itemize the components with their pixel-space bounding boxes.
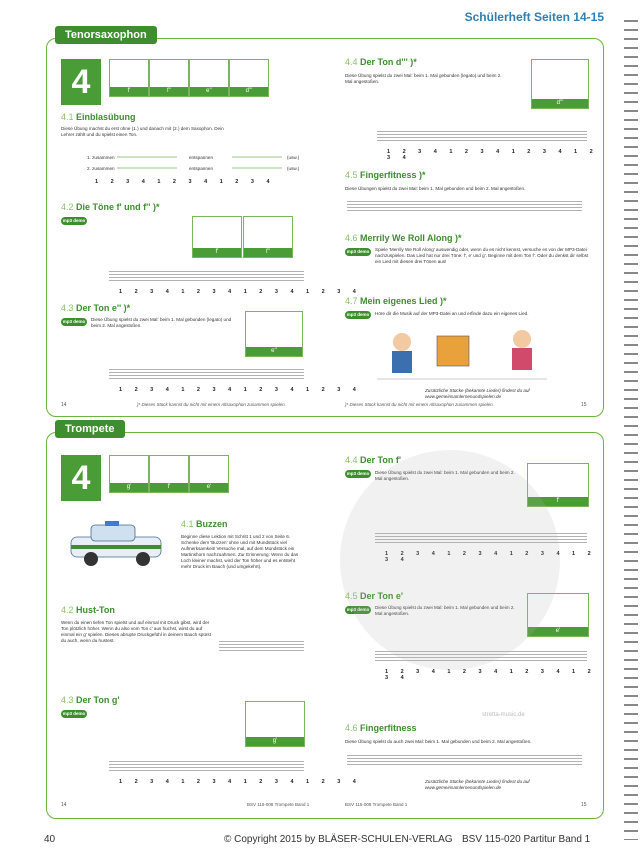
note-box: f' (149, 455, 189, 493)
music-staff (109, 369, 304, 381)
music-staff (109, 761, 304, 773)
watermark-logo (340, 450, 560, 670)
section-heading: 4.3 Der Ton g' (61, 695, 120, 705)
edition-label: BSV 115-020 Partitur Band 1 (462, 834, 591, 845)
section-text: Höre dir die Musik auf der MP3-Datei an und erfinde dazu ein eigenes Lied. (375, 311, 529, 316)
section-text: Diese Übung spielst du zwei Mal: beim 1. Mal gebunden (legato) und beim 2. Mal angestoßen. (345, 73, 502, 84)
section-text: Diese Übung spielst du zwei Mal: beim 1. Mal gebunden und beim 2. Mal angestoßen. (375, 605, 515, 616)
music-staff (219, 641, 304, 653)
lesson-number: 4 (61, 59, 101, 105)
lesson-number: 4 (61, 455, 101, 501)
section-heading: 4.4 Der Ton d''' )* (345, 57, 417, 67)
note-box: g' (109, 455, 149, 493)
section-text: Diese Übung machst du erst ohne (1.) und danach mit (2.) dem Saxophon. Dein Lehrer zählt und du spielst einen Ton. (61, 126, 224, 137)
page-number-left: 14 (61, 402, 67, 408)
section-heading: 4.1 Buzzen (181, 519, 228, 529)
note-box: e' (527, 593, 589, 637)
band-illustration (367, 324, 557, 386)
section-heading: 4.3 Der Ton e'' )* (61, 303, 131, 313)
usw-label: (usw.) (287, 166, 300, 171)
footer-edition: BSV 115-008 Trompete Band 1 (345, 802, 408, 807)
mp3-demo-badge[interactable]: mp3 demo (346, 607, 370, 612)
section-heading: 4.1 Einblasübung (61, 112, 136, 122)
section-heading: 4.7 Mein eigenes Lied )* (345, 296, 447, 306)
note-box: e' (189, 455, 229, 493)
page-header-title: Schülerheft Seiten 14-15 (464, 10, 604, 24)
panel-title: Trompete (55, 420, 125, 438)
police-car-illustration (61, 519, 171, 569)
section-text: Spiele 'Merrily We Roll Along' auswendig oder, wenn du es nicht kennst, versuche es von der MP3-Datei nachzuspielen. Das Lied hat nur drei Töne: f', e' und g'. Beginne mit dem Ton f'. Oder du denkst dir selbst ein Lied mit diesen drei Tönen aus! (375, 247, 589, 264)
beat-count: 1 2 3 4 1 2 3 4 1 2 3 4 1 2 3 4 (119, 387, 362, 393)
mp3-demo-badge[interactable]: mp3 demo (346, 312, 370, 317)
section-heading: 4.2 Hust-Ton (61, 605, 115, 615)
section-heading: 4.4 Der Ton f' (345, 455, 402, 465)
footnote: )* Dieses Stück kannst du nicht mit einem Altsaxophon zusammen spielen. (345, 402, 494, 407)
beat-count: 1 2 3 4 1 2 3 4 1 2 3 4 1 2 3 4 (385, 551, 597, 563)
music-staff (377, 131, 587, 143)
mp3-demo-badge[interactable]: mp3 demo (346, 249, 370, 254)
section-text: Diese Übung spielst du zwei Mal: beim 1. Mal gebunden und beim 2. Mal angestoßen. (375, 470, 515, 481)
page-number-right: 15 (581, 802, 587, 808)
note-box: e'' (245, 311, 303, 357)
music-staff (347, 201, 582, 213)
relax-label: entspannen (189, 166, 214, 171)
note-box: e'' (189, 59, 229, 97)
watermark-text: stretta-music.de (482, 712, 525, 718)
spiral-binding (624, 20, 638, 840)
page-number: 40 (44, 834, 56, 845)
beat-count: 1 2 3 4 1 2 3 4 1 2 3 4 (95, 179, 276, 185)
section-text: Diese Übung spielst du zwei Mal: beim 1. Mal gebunden (legato) und beim 2. Mal angestoßen. (91, 317, 232, 328)
tenorsax-panel (46, 29, 604, 417)
section-heading: 4.2 Die Töne f' und f'' )* (61, 202, 160, 212)
note-box: g' (245, 701, 305, 747)
note-box: d''' (229, 59, 269, 97)
note-box: d''' (531, 59, 589, 109)
page-number-right: 15 (581, 402, 587, 408)
mp3-demo-badge[interactable]: mp3 demo (62, 319, 86, 324)
section-heading: 4.5 Der Ton e' (345, 591, 404, 601)
extra-songs-note: Zusätzliche Stücke (bekannte Lieder) findest du auf www.gemeinsamlernenundspielen.de (425, 779, 530, 790)
beat-count: 1 2 3 4 1 2 3 4 1 2 3 4 1 2 3 4 (387, 149, 599, 161)
beat-count: 1 2 3 4 1 2 3 4 1 2 3 4 1 2 3 4 (119, 779, 362, 785)
note-box: f'' (243, 216, 293, 258)
row-label: 1. zusammen (87, 155, 115, 160)
section-text: Beginne diese Lektion mit Schritt 1 und 2 von Seite 6. Schenke dem 'Buzzen' ohne und mit Mundstück viel Aufmerksamkeit! Versuche mal, auf dem Mundstück ein Martinshorn nachzuahmen. Zur Erinnerung: Wenn du das Loch kleiner machst, wird der Ton höher und es entsteht mehr Druck im Bauch (und umgekehrt). (181, 534, 299, 569)
mp3-demo-badge[interactable]: mp3 demo (346, 471, 370, 476)
footnote: )* Dieses Stück kannst du nicht mit einem Altsaxophon zusammen spielen. (137, 402, 286, 407)
copyright: © Copyright 2015 by BLÄSER-SCHULEN-VERLAG (224, 834, 453, 845)
beat-count: 1 2 3 4 1 2 3 4 1 2 3 4 1 2 3 4 (119, 289, 362, 295)
row-label: 2. zusammen (87, 166, 115, 171)
arrow-lines (117, 152, 307, 172)
section-heading: 4.6 Fingerfitness (345, 723, 417, 733)
usw-label: (usw.) (287, 155, 300, 160)
section-text: Diese Übung spielst du auch zwei Mal: beim 1. Mal gebunden und beim 2. Mal angestoßen. (345, 739, 532, 744)
section-heading: 4.5 Fingerfitness )* (345, 170, 426, 180)
panel-title: Tenorsaxophon (55, 26, 157, 44)
music-staff (347, 755, 582, 767)
extra-songs-note: Zusätzliche Stücke (bekannte Lieder) findest du auf www.gemeinsamlernenundspielen.de (425, 388, 530, 399)
relax-label: entspannen (189, 155, 214, 160)
music-staff (109, 271, 304, 283)
note-box: f' (109, 59, 149, 97)
note-box: f'' (149, 59, 189, 97)
mp3-demo-badge[interactable]: mp3 demo (62, 711, 86, 716)
section-text: Wenn du einen tiefen Ton spielst und auf einmal mit Druck gibst, wird der Ton plötzlich höher. Wenn du also vom Ton c' aus huchst, wirst du auf einmal ein g' spielen. Dieses abrupte Druckgefühl in deinem Bauch spürst du auch, wenn du hustest. (61, 620, 212, 643)
beat-count: 1 2 3 4 1 2 3 4 1 2 3 4 1 2 3 4 (385, 669, 597, 681)
note-box: f' (192, 216, 242, 258)
footer-edition: BSV 115-008 Trompete Band 1 (247, 802, 310, 807)
note-box: f' (527, 463, 589, 507)
section-heading: 4.6 Merrily We Roll Along )* (345, 233, 462, 243)
mp3-demo-badge[interactable]: mp3 demo (62, 218, 86, 223)
page-number-left: 14 (61, 802, 67, 808)
section-text: Diese Übungen spielst du zwei Mal: beim 1. Mal gebunden und beim 2. Mal angestoßen. (345, 186, 526, 191)
